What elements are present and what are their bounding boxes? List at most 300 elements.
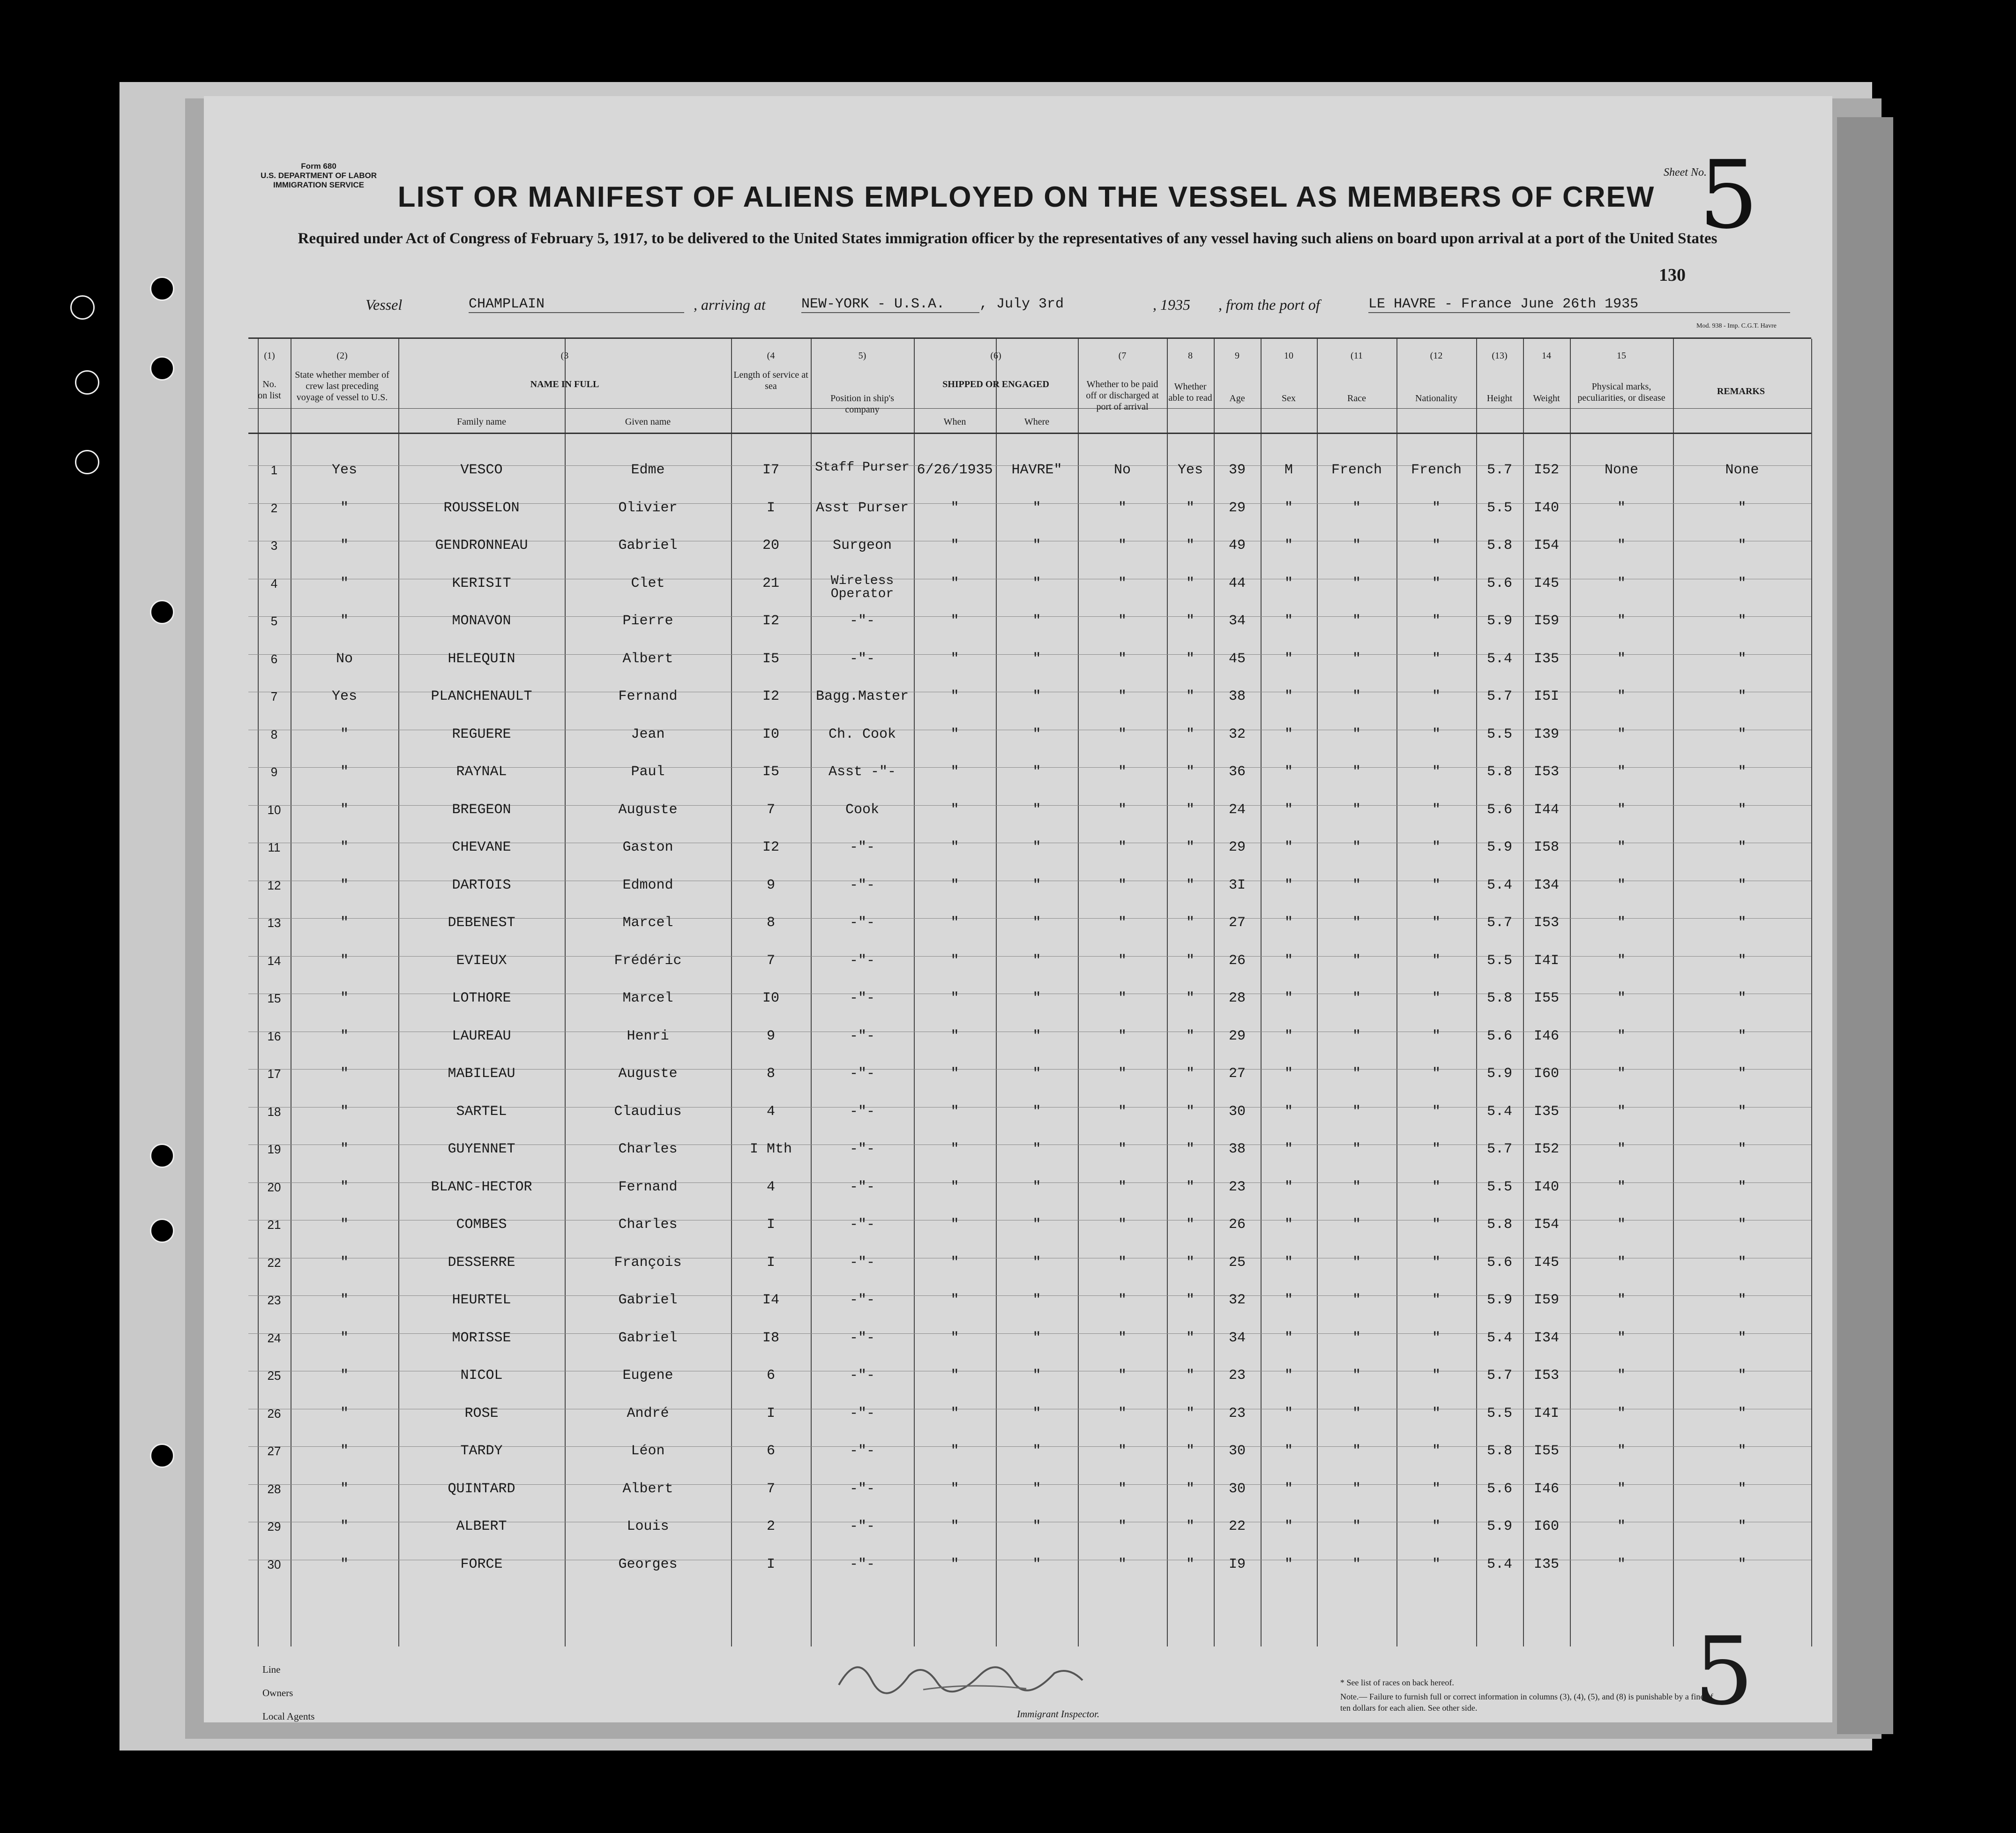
cell-paid: " — [1118, 538, 1127, 554]
cell-paid: " — [1118, 575, 1127, 591]
cell-read: " — [1186, 1481, 1195, 1497]
cell-where: " — [1032, 952, 1041, 969]
cell-given: Léon — [631, 1443, 665, 1459]
col-number: 9 — [1235, 351, 1239, 361]
cell-age: 23 — [1228, 1405, 1246, 1422]
cell-remarks: " — [1738, 1179, 1747, 1195]
cell-marks: " — [1617, 1254, 1626, 1271]
cell-given: Charles — [618, 1141, 678, 1157]
vessel-name: CHAMPLAIN — [469, 296, 684, 313]
cell-no: 28 — [267, 1481, 281, 1496]
cell-when: " — [950, 1217, 959, 1233]
cell-family: MORISSE — [452, 1330, 511, 1346]
cell-when: " — [950, 952, 959, 969]
cell-paid: " — [1118, 500, 1127, 516]
cell-height: 5.5 — [1486, 1405, 1512, 1422]
cell-where: " — [1032, 1028, 1041, 1044]
cell-sex: " — [1284, 764, 1293, 780]
cell-family: ROUSSELON — [443, 500, 520, 516]
cell-read: " — [1186, 1141, 1195, 1157]
cell-prev: " — [340, 1405, 349, 1422]
header-age: Age — [1229, 393, 1245, 404]
cell-when: " — [950, 1254, 959, 1271]
cell-service: I2 — [762, 613, 779, 629]
cell-age: 29 — [1228, 839, 1246, 855]
cell-sex: " — [1284, 1217, 1293, 1233]
cell-where: " — [1032, 839, 1041, 855]
cell-weight: I54 — [1533, 538, 1559, 554]
cell-prev: " — [340, 1141, 349, 1157]
cell-given: Charles — [618, 1217, 678, 1233]
cell-height: 5.4 — [1486, 1556, 1512, 1572]
cell-prev: " — [340, 1103, 349, 1120]
cell-nat: " — [1432, 1179, 1441, 1195]
cell-read: " — [1186, 839, 1195, 855]
cell-given: Fernand — [618, 688, 678, 704]
cell-prev: " — [340, 613, 349, 629]
cell-paid: " — [1118, 764, 1127, 780]
cell-sex: " — [1284, 1556, 1293, 1572]
cell-race: " — [1352, 1481, 1361, 1497]
printer-note: Mod. 938 - Imp. C.G.T. Havre — [1696, 322, 1777, 329]
cell-read: " — [1186, 1443, 1195, 1459]
page-code: 130 — [1659, 265, 1686, 285]
cell-weight: I55 — [1533, 990, 1559, 1006]
cell-given: Gabriel — [618, 1292, 678, 1308]
cell-no: 9 — [270, 765, 278, 779]
cell-family: MABILEAU — [448, 1066, 515, 1082]
cell-weight: I54 — [1533, 1217, 1559, 1233]
cell-race: " — [1352, 1217, 1361, 1233]
cell-read: " — [1186, 1292, 1195, 1308]
cell-age: 3I — [1228, 877, 1246, 893]
cell-nat: " — [1432, 1519, 1441, 1534]
cell-height: 5.9 — [1486, 1292, 1512, 1308]
cell-position: -"- — [849, 1405, 875, 1422]
binder-hole — [70, 295, 95, 320]
cell-where: " — [1032, 1481, 1041, 1497]
cell-family: GUYENNET — [448, 1141, 515, 1157]
line-label: Line — [262, 1664, 281, 1675]
cell-marks: " — [1617, 1179, 1626, 1195]
cell-family: TARDY — [460, 1443, 503, 1459]
cell-race: " — [1352, 613, 1361, 629]
cell-family: PLANCHENAULT — [431, 688, 532, 704]
cell-weight: I58 — [1533, 839, 1559, 855]
cell-paid: " — [1118, 688, 1127, 704]
cell-height: 5.7 — [1486, 1141, 1512, 1157]
cell-where: " — [1032, 726, 1041, 742]
cell-paid: " — [1118, 1254, 1127, 1271]
cell-position: -"- — [849, 990, 875, 1006]
cell-service: I2 — [762, 839, 779, 855]
cell-given: Gabriel — [618, 538, 678, 554]
cell-when: " — [950, 1066, 959, 1082]
cell-when: " — [950, 801, 959, 818]
cell-height: 5.8 — [1486, 764, 1512, 780]
cell-family: COMBES — [456, 1217, 507, 1233]
cell-nat: " — [1432, 877, 1441, 893]
cell-position: Staff Purser — [815, 460, 910, 475]
cell-marks: " — [1617, 1519, 1626, 1534]
cell-no: 6 — [270, 651, 278, 666]
cell-when: " — [950, 1028, 959, 1044]
col-number: (13) — [1492, 351, 1508, 361]
cell-prev: " — [340, 1368, 349, 1384]
cell-position: -"- — [849, 1217, 875, 1233]
cell-remarks: " — [1738, 1028, 1747, 1044]
cell-read: " — [1186, 1368, 1195, 1384]
cell-sex: " — [1284, 1141, 1293, 1157]
cell-where: " — [1032, 1443, 1041, 1459]
cell-marks: " — [1617, 1141, 1626, 1157]
cell-marks: " — [1617, 801, 1626, 818]
cell-sex: " — [1284, 1519, 1293, 1534]
cell-paid: " — [1118, 1556, 1127, 1572]
cell-sex: " — [1284, 1028, 1293, 1044]
cell-race: " — [1352, 1405, 1361, 1422]
cell-read: " — [1186, 1556, 1195, 1572]
cell-family: ALBERT — [456, 1519, 507, 1534]
cell-age: 25 — [1228, 1254, 1246, 1271]
cell-sex: " — [1284, 877, 1293, 893]
header-length-of-service: Length of service at sea — [733, 370, 808, 391]
cell-where: " — [1032, 538, 1041, 554]
cell-service: 6 — [766, 1368, 775, 1384]
cell-sex: " — [1284, 1254, 1293, 1271]
cell-no: 1 — [270, 463, 278, 477]
cell-paid: No — [1113, 462, 1131, 478]
cell-nat: " — [1432, 1405, 1441, 1422]
header-nationality: Nationality — [1415, 393, 1457, 404]
cell-when: " — [950, 915, 959, 931]
col-number: (12 — [1430, 351, 1443, 361]
col-number: (1) — [264, 351, 275, 361]
cell-age: 49 — [1228, 538, 1246, 554]
cell-no: 22 — [267, 1255, 281, 1270]
cell-remarks: " — [1738, 1330, 1747, 1346]
cell-family: QUINTARD — [448, 1481, 515, 1497]
cell-given: Edme — [631, 462, 665, 478]
cell-weight: I59 — [1533, 613, 1559, 629]
cell-age: 36 — [1228, 764, 1246, 780]
cell-family: HEURTEL — [452, 1292, 511, 1308]
cell-where: " — [1032, 1556, 1041, 1572]
cell-service: I Mth — [749, 1141, 792, 1157]
cell-sex: " — [1284, 1368, 1293, 1384]
cell-sex: " — [1284, 613, 1293, 629]
cell-prev: " — [340, 952, 349, 969]
cell-nat: " — [1432, 1443, 1441, 1459]
cell-race: " — [1352, 1368, 1361, 1384]
cell-service: 21 — [762, 575, 779, 591]
cell-weight: I34 — [1533, 877, 1559, 893]
col-number: (11 — [1351, 351, 1363, 361]
cell-nat: " — [1432, 764, 1441, 780]
cell-no: 16 — [267, 1029, 281, 1043]
cell-weight: I5I — [1533, 688, 1559, 704]
cell-when: " — [950, 1368, 959, 1384]
binder-hole — [75, 370, 99, 395]
cell-when: " — [950, 877, 959, 893]
cell-age: 45 — [1228, 651, 1246, 667]
cell-nat: " — [1432, 915, 1441, 931]
cell-nat: " — [1432, 839, 1441, 855]
vessel-line — [366, 296, 1795, 320]
cell-marks: " — [1617, 764, 1626, 780]
cell-height: 5.7 — [1486, 688, 1512, 704]
cell-height: 5.7 — [1486, 1368, 1512, 1384]
cell-given: André — [627, 1405, 669, 1422]
cell-paid: " — [1118, 651, 1127, 667]
cell-when: " — [950, 1179, 959, 1195]
cell-family: VESCO — [460, 462, 503, 478]
cell-position: Cook — [845, 801, 879, 818]
cell-where: " — [1032, 1519, 1041, 1534]
cell-race: " — [1352, 1330, 1361, 1346]
cell-when: " — [950, 1103, 959, 1120]
cell-remarks: " — [1738, 877, 1747, 893]
cell-where: " — [1032, 1405, 1041, 1422]
cell-sex: " — [1284, 801, 1293, 818]
cell-nat: " — [1432, 1028, 1441, 1044]
cell-age: 26 — [1228, 1217, 1246, 1233]
cell-weight: I35 — [1533, 1556, 1559, 1572]
cell-sex: M — [1284, 462, 1293, 478]
binder-hole — [75, 450, 99, 474]
cell-where: " — [1032, 1254, 1041, 1271]
cell-paid: " — [1118, 726, 1127, 742]
cell-nat: " — [1432, 613, 1441, 629]
cell-service: 7 — [766, 801, 775, 818]
cell-read: " — [1186, 500, 1195, 516]
header-shipped-or-engaged: SHIPPED OR ENGAGED — [942, 379, 1049, 389]
cell-height: 5.7 — [1486, 462, 1512, 478]
cell-read: " — [1186, 990, 1195, 1006]
cell-service: 20 — [762, 538, 779, 554]
cell-marks: " — [1617, 1292, 1626, 1308]
cell-when: " — [950, 764, 959, 780]
cell-remarks: " — [1738, 688, 1747, 704]
binder-hole — [150, 1219, 174, 1243]
cell-service: I4 — [762, 1292, 779, 1308]
cell-given: Gabriel — [618, 1330, 678, 1346]
header-sex: Sex — [1282, 393, 1296, 404]
cell-position: Surgeon — [832, 538, 892, 554]
cell-position: -"- — [849, 1292, 875, 1308]
col-number: 8 — [1188, 351, 1193, 361]
cell-marks: " — [1617, 500, 1626, 516]
cell-family: ROSE — [464, 1405, 499, 1422]
cell-position: -"- — [849, 1481, 875, 1497]
cell-age: 38 — [1228, 688, 1246, 704]
cell-paid: " — [1118, 801, 1127, 818]
cell-nat: " — [1432, 1066, 1441, 1082]
cell-weight: I40 — [1533, 1179, 1559, 1195]
cell-height: 5.9 — [1486, 1066, 1512, 1082]
cell-prev: " — [340, 575, 349, 591]
cell-given: Auguste — [618, 1066, 678, 1082]
cell-given: Albert — [622, 1481, 673, 1497]
cell-marks: None — [1604, 462, 1638, 478]
cell-paid: " — [1118, 1481, 1127, 1497]
cell-where: " — [1032, 575, 1041, 591]
cell-service: 4 — [766, 1103, 775, 1120]
cell-race: " — [1352, 1066, 1361, 1082]
cell-race: " — [1352, 764, 1361, 780]
cell-nat: " — [1432, 801, 1441, 818]
cell-read: " — [1186, 1217, 1195, 1233]
col-number: 5) — [858, 351, 866, 361]
cell-position: -"- — [849, 1254, 875, 1271]
cell-service: I8 — [762, 1330, 779, 1346]
cell-age: 24 — [1228, 801, 1246, 818]
cell-sex: " — [1284, 651, 1293, 667]
cell-age: 32 — [1228, 1292, 1246, 1308]
cell-marks: " — [1617, 1217, 1626, 1233]
cell-position: -"- — [849, 613, 875, 629]
cell-height: 5.6 — [1486, 1481, 1512, 1497]
col-number: (4 — [767, 351, 775, 361]
cell-where: " — [1032, 990, 1041, 1006]
cell-no: 12 — [267, 878, 281, 892]
cell-marks: " — [1617, 952, 1626, 969]
cell-race: " — [1352, 877, 1361, 893]
cell-remarks: " — [1738, 613, 1747, 629]
cell-sex: " — [1284, 1179, 1293, 1195]
cell-when: " — [950, 575, 959, 591]
cell-height: 5.5 — [1486, 1179, 1512, 1195]
cell-position: -"- — [849, 1028, 875, 1044]
cell-no: 2 — [270, 501, 278, 515]
cell-read: " — [1186, 651, 1195, 667]
cell-when: " — [950, 839, 959, 855]
cell-height: 5.9 — [1486, 613, 1512, 629]
cell-remarks: " — [1738, 1292, 1747, 1308]
cell-weight: I60 — [1533, 1519, 1559, 1534]
cell-age: 30 — [1228, 1481, 1246, 1497]
cell-service: I — [766, 1254, 775, 1271]
cell-sex: " — [1284, 952, 1293, 969]
cell-height: 5.4 — [1486, 1103, 1512, 1120]
cell-marks: " — [1617, 575, 1626, 591]
cell-paid: " — [1118, 1292, 1127, 1308]
cell-position: -"- — [849, 839, 875, 855]
cell-paid: " — [1118, 1103, 1127, 1120]
cell-when: " — [950, 726, 959, 742]
cell-no: 27 — [267, 1444, 281, 1458]
cell-nat: " — [1432, 1103, 1441, 1120]
cell-race: " — [1352, 990, 1361, 1006]
cell-no: 19 — [267, 1142, 281, 1156]
cell-position: Wireless Operator — [830, 573, 894, 601]
header-height: Height — [1486, 393, 1513, 404]
cell-where: HAVRE" — [1011, 462, 1062, 478]
cell-weight: I40 — [1533, 500, 1559, 516]
cell-no: 24 — [267, 1331, 281, 1345]
cell-read: " — [1186, 764, 1195, 780]
cell-sex: " — [1284, 1405, 1293, 1422]
cell-family: CHEVANE — [452, 839, 511, 855]
cell-no: 26 — [267, 1406, 281, 1421]
cell-when: " — [950, 1330, 959, 1346]
cell-age: 32 — [1228, 726, 1246, 742]
cell-nat: " — [1432, 1556, 1441, 1572]
cell-remarks: " — [1738, 915, 1747, 931]
cell-weight: I53 — [1533, 915, 1559, 931]
cell-when: " — [950, 651, 959, 667]
cell-height: 5.5 — [1486, 500, 1512, 516]
vessel-label: Vessel — [366, 296, 403, 313]
cell-paid: " — [1118, 952, 1127, 969]
binder-hole — [150, 277, 174, 301]
cell-given: François — [614, 1254, 682, 1271]
cell-remarks: " — [1738, 952, 1747, 969]
cell-nat: " — [1432, 1330, 1441, 1346]
cell-height: 5.8 — [1486, 1217, 1512, 1233]
cell-where: " — [1032, 1141, 1041, 1157]
cell-service: 4 — [766, 1179, 775, 1195]
cell-prev: " — [340, 1292, 349, 1308]
cell-position: -"- — [849, 651, 875, 667]
inspector-signature — [829, 1647, 1092, 1699]
header-family-name: Family name — [457, 417, 506, 427]
cell-race: " — [1352, 1179, 1361, 1195]
cell-paid: " — [1118, 1519, 1127, 1534]
cell-race: " — [1352, 1254, 1361, 1271]
cell-read: " — [1186, 1254, 1195, 1271]
cell-weight: I4I — [1533, 952, 1559, 969]
cell-nat: " — [1432, 1368, 1441, 1384]
cell-given: Gaston — [622, 839, 673, 855]
cell-remarks: " — [1738, 726, 1747, 742]
cell-weight: I44 — [1533, 801, 1559, 818]
crew-manifest-table — [248, 337, 1811, 1646]
cell-family: BREGEON — [452, 801, 511, 818]
cell-when: " — [950, 688, 959, 704]
cell-weight: I34 — [1533, 1330, 1559, 1346]
cell-when: " — [950, 538, 959, 554]
cell-no: 5 — [270, 614, 278, 628]
cell-nat: " — [1432, 1141, 1441, 1157]
cell-race: " — [1352, 801, 1361, 818]
cell-given: Georges — [618, 1556, 678, 1572]
cell-height: 5.6 — [1486, 1028, 1512, 1044]
cell-weight: I35 — [1533, 651, 1559, 667]
cell-nat: " — [1432, 688, 1441, 704]
cell-service: I — [766, 1217, 775, 1233]
cell-position: Asst Purser — [815, 500, 909, 516]
cell-marks: " — [1617, 1103, 1626, 1120]
cell-given: Clet — [631, 575, 665, 591]
cell-prev: " — [340, 1481, 349, 1497]
cell-when: " — [950, 1443, 959, 1459]
cell-given: Frédéric — [614, 952, 682, 969]
paper-stack-edge — [1837, 117, 1893, 1734]
cell-prev: " — [340, 1254, 349, 1271]
cell-remarks: " — [1738, 651, 1747, 667]
cell-race: " — [1352, 1292, 1361, 1308]
cell-remarks: " — [1738, 1443, 1747, 1459]
arrival-port: NEW-YORK - U.S.A. — [801, 296, 979, 313]
cell-marks: " — [1617, 1368, 1626, 1384]
races-note: * See list of races on back hereof. — [1340, 1678, 1454, 1687]
cell-height: 5.4 — [1486, 877, 1512, 893]
cell-position: -"- — [849, 1443, 875, 1459]
cell-read: " — [1186, 1103, 1195, 1120]
cell-remarks: " — [1738, 764, 1747, 780]
cell-nat: French — [1411, 462, 1462, 478]
